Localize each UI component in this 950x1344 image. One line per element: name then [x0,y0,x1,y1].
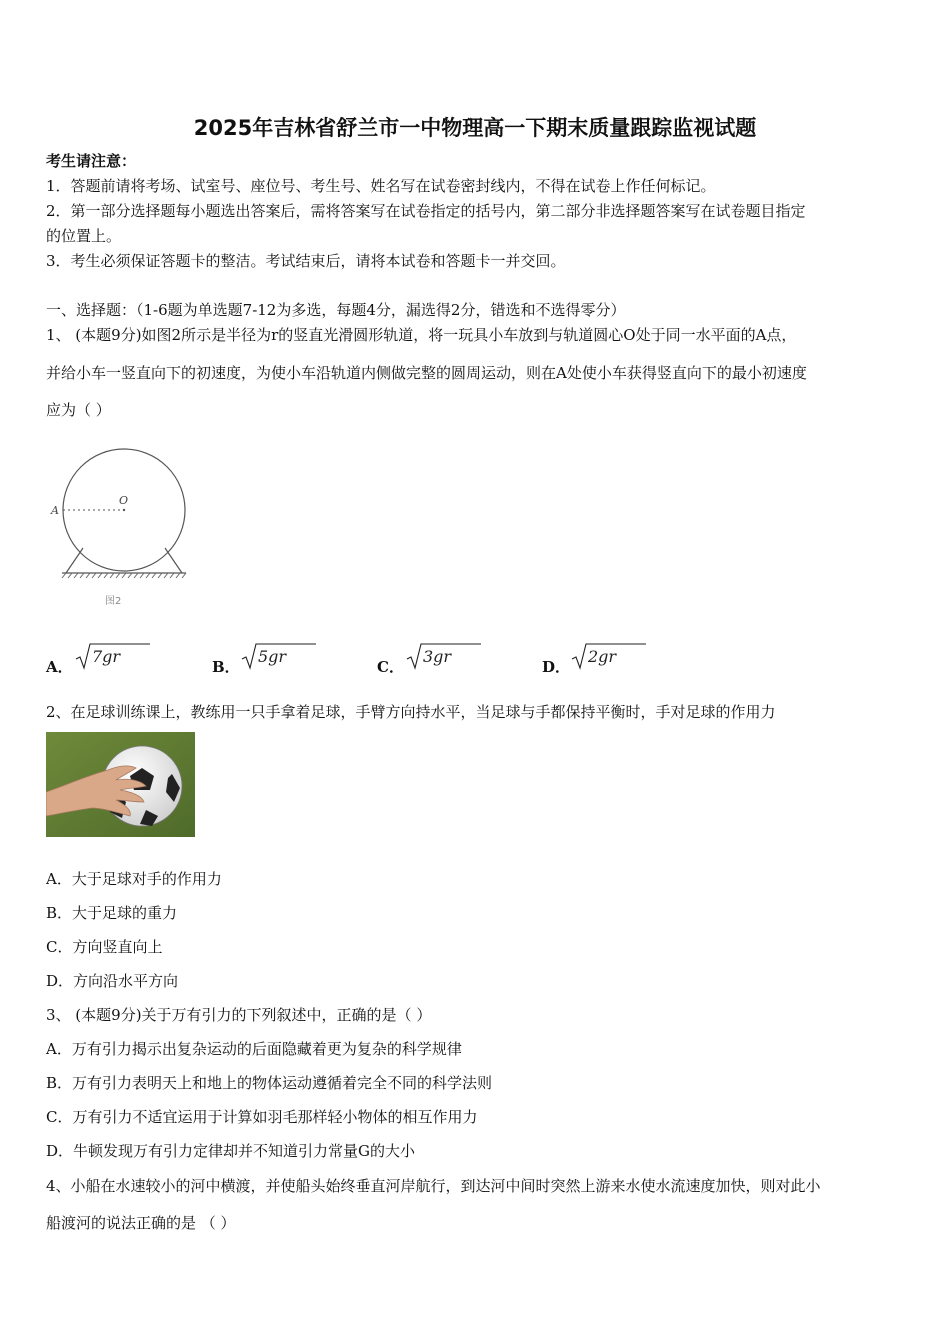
notice-item-3: 3．考生必须保证答题卡的整洁。考试结束后，请将本试卷和答题卡一并交回。 [46,252,566,270]
option-label: C． [377,658,404,676]
sqrt-expression [403,640,483,672]
q1-options [46,640,846,680]
svg-text:5gr: 5gr [258,647,287,666]
q3-option-c[interactable]: C．万有引力不适宜运用于计算如羽毛那样轻小物体的相互作用力 [46,1108,478,1126]
q1-stem-line-1: 1、 (本题9分)如图2所示是半径为r的竖直光滑圆形轨道，将一玩具小车放到与轨道圆心O处于同一水平面的A点， [46,326,797,344]
q3-option-a[interactable]: A．万有引力揭示出复杂运动的后面隐藏着更为复杂的科学规律 [46,1040,462,1058]
option-label: B． [212,658,240,676]
notice-item-2-cont: 的位置上。 [46,227,122,245]
q3-option-b[interactable]: B．万有引力表明天上和地上的物体运动遵循着完全不同的科学法则 [46,1074,493,1092]
q2-option-a[interactable]: A．大于足球对手的作用力 [46,870,222,888]
q3-option-d[interactable]: D．牛顿发现万有引力定律却并不知道引力常量G的大小 [46,1142,416,1160]
q2-option-d[interactable]: D．方向沿水平方向 [46,972,179,990]
page-title: 2025年吉林省舒兰市一中物理高一下期末质量跟踪监视试题 [193,116,757,140]
section-heading: 一、选择题：（1-6题为单选题7-12为多选，每题4分，漏选得2分，错选和不选得零分） [46,301,626,319]
figure-caption: 图2 [105,596,122,607]
point-o-label: O [119,494,129,507]
ground-hatching [62,573,186,578]
notice-item-2: 2．第一部分选择题每小题选出答案后，需将答案写在试卷指定的括号内，第二部分非选择题答案写在试卷题目指定 [46,202,806,220]
q4-stem-line-2: 船渡河的说法正确的是 （ ） [46,1214,236,1232]
option-label: A． [46,658,73,676]
sqrt-expression [568,640,648,672]
svg-text:2gr: 2gr [588,647,617,666]
left-support [66,548,83,573]
sqrt-expression [72,640,152,672]
q1-circular-track-figure [44,438,194,610]
q2-option-c[interactable]: C．方向竖直向上 [46,938,163,956]
q1-stem-line-2: 并给小车一竖直向下的初速度，为使小车沿轨道内侧做完整的圆周运动，则在A处使小车获得竖直向下的最小初速度 [46,364,807,382]
notice-item-1: 1．答题前请将考场、试室号、座位号、考生号、姓名写在试卷密封线内，不得在试卷上作任何标记。 [46,177,716,195]
q2-option-b[interactable]: B．大于足球的重力 [46,904,178,922]
svg-text:3gr: 3gr [423,647,452,666]
q1-stem-line-3: 应为（ ） [46,401,111,419]
svg-text:7gr: 7gr [92,647,121,666]
q3-stem: 3、 (本题9分)关于万有引力的下列叙述中，正确的是（ ） [46,1006,432,1024]
point-a-label: A [51,504,59,517]
sqrt-expression [238,640,318,672]
option-label: D． [542,658,571,676]
q2-stem: 2、在足球训练课上，教练用一只手拿着足球，手臂方向持水平，当足球与手都保持平衡时，手对足球的作用力 [46,703,776,721]
right-support [165,548,182,573]
notice-heading: 考生请注意： [46,152,137,170]
center-dot [123,509,125,511]
q2-hand-football-photo [46,732,195,837]
q4-stem-line-1: 4、小船在水速较小的河中横渡，并使船头始终垂直河岸航行，到达河中间时突然上游来水使水流速度加快，则对此小 [46,1177,821,1195]
